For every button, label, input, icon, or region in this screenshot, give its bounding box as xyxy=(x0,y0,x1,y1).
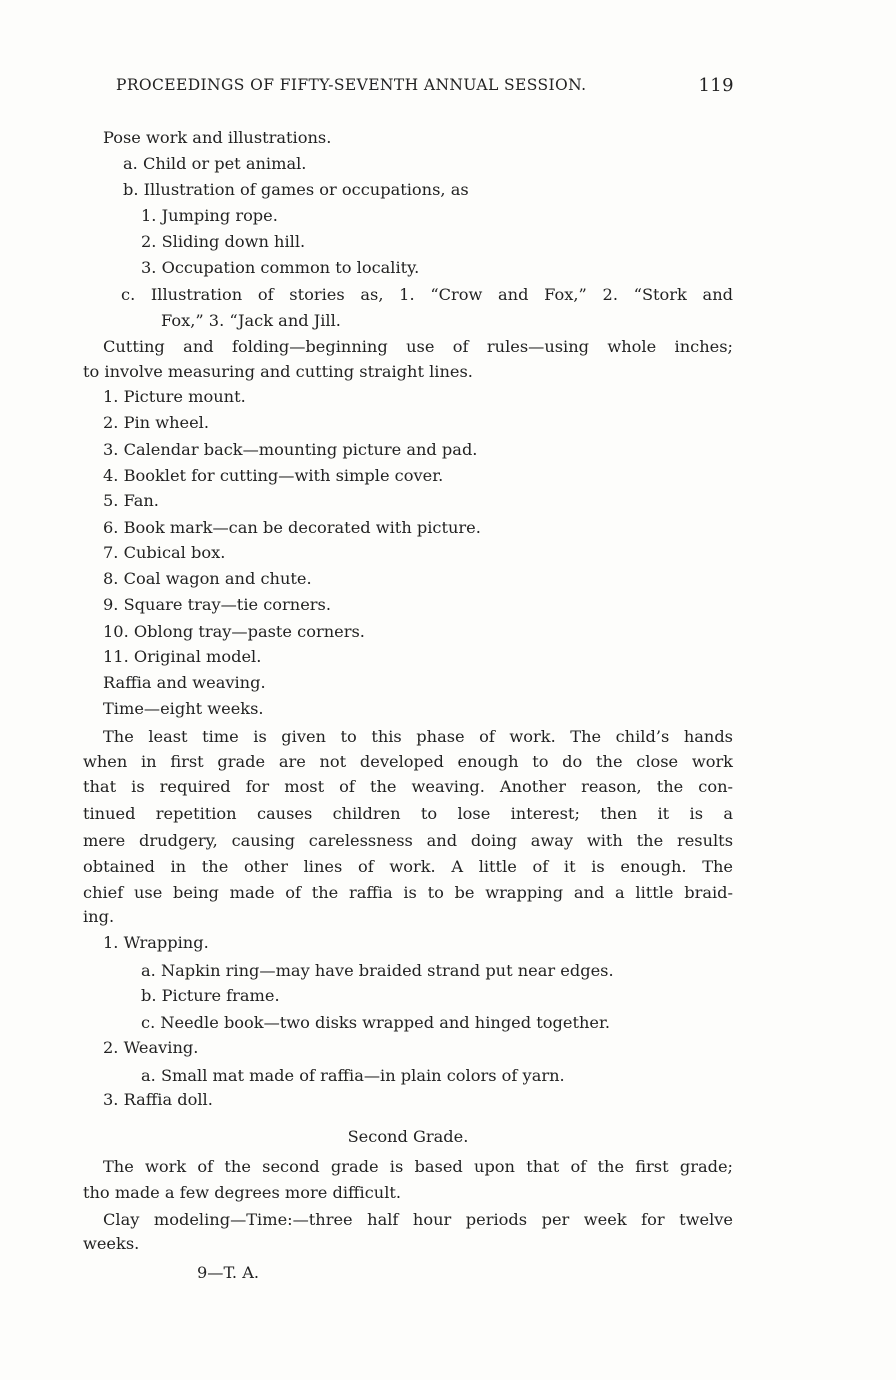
raffia-doll: 3. Raffia doll. xyxy=(103,1090,213,1109)
cutting-item: 1. Picture mount. xyxy=(103,387,246,406)
raffia-wrapping-c: c. Needle book—two disks wrapped and hinged together. xyxy=(141,1013,611,1032)
cutting-intro-line2: to involve measuring and cutting straight lines. xyxy=(83,362,473,381)
running-title: PROCEEDINGS OF FIFTY-SEVENTH ANNUAL SESSION. xyxy=(116,76,587,94)
signature-mark: 9—T. A. xyxy=(197,1263,260,1282)
pose-item-b3: 3. Occupation common to locality. xyxy=(141,258,420,277)
raffia-weaving-a: a. Small mat made of raffia—in plain colors of yarn. xyxy=(141,1066,565,1085)
running-header xyxy=(116,76,734,94)
raffia-para-line: that is required for most of the weaving. Another reason, the con- xyxy=(83,777,733,796)
cutting-item: 3. Calendar back—mounting picture and pad. xyxy=(103,440,478,459)
raffia-wrapping-b: b. Picture frame. xyxy=(141,986,280,1005)
second-grade-heading: Second Grade. xyxy=(347,1127,469,1146)
cutting-intro-line1: Cutting and folding—beginning use of rules—using whole inches; xyxy=(103,337,733,356)
cutting-item: 7. Cubical box. xyxy=(103,543,226,562)
pose-item-a: a. Child or pet animal. xyxy=(123,154,307,173)
raffia-para-line: when in first grade are not developed enough to do the close work xyxy=(83,752,733,771)
pose-item-c-line2: Fox,” 3. “Jack and Jill. xyxy=(161,311,341,330)
cutting-item: 4. Booklet for cutting—with simple cover. xyxy=(103,466,444,485)
raffia-weaving: 2. Weaving. xyxy=(103,1038,199,1057)
second-grade-p2-line1: Clay modeling—Time:—three half hour periods per week for twelve xyxy=(103,1210,733,1229)
raffia-wrapping: 1. Wrapping. xyxy=(103,933,209,952)
pose-item-b2: 2. Sliding down hill. xyxy=(141,232,306,251)
raffia-title: Raffia and weaving. xyxy=(103,673,266,692)
raffia-para-line: tinued repetition causes children to lose interest; then it is a xyxy=(83,804,733,823)
cutting-item: 2. Pin wheel. xyxy=(103,413,209,432)
raffia-wrapping-a: a. Napkin ring—may have braided strand put near edges. xyxy=(141,961,614,980)
pose-item-b1: 1. Jumping rope. xyxy=(141,206,278,225)
cutting-item: 6. Book mark—can be decorated with picture. xyxy=(103,518,481,537)
cutting-item: 5. Fan. xyxy=(103,491,159,510)
cutting-item: 9. Square tray—tie corners. xyxy=(103,595,331,614)
raffia-para-last: ing. xyxy=(83,907,115,926)
raffia-para-line: chief use being made of the raffia is to be wrapping and a little braid- xyxy=(83,883,733,902)
second-grade-p1-line1: The work of the second grade is based upon that of the first grade; xyxy=(103,1157,733,1176)
pose-item-b: b. Illustration of games or occupations, as xyxy=(123,180,469,199)
pose-item-c-line1: c. Illustration of stories as, 1. “Crow and Fox,” 2. “Stork and xyxy=(121,285,733,304)
second-grade-p2-line2: weeks. xyxy=(83,1234,140,1253)
pose-title: Pose work and illustrations. xyxy=(103,128,332,147)
raffia-para-line: obtained in the other lines of work. A little of it is enough. The xyxy=(83,857,733,876)
cutting-item: 11. Original model. xyxy=(103,647,262,666)
second-grade-p1-line2: tho made a few degrees more difficult. xyxy=(83,1183,402,1202)
raffia-para-line: mere drudgery, causing carelessness and doing away with the results xyxy=(83,831,733,850)
cutting-item: 10. Oblong tray—paste corners. xyxy=(103,622,365,641)
raffia-para-line: The least time is given to this phase of work. The child’s hands xyxy=(103,727,733,746)
cutting-item: 8. Coal wagon and chute. xyxy=(103,569,312,588)
page-number: 119 xyxy=(698,75,734,96)
raffia-time: Time—eight weeks. xyxy=(103,699,264,718)
